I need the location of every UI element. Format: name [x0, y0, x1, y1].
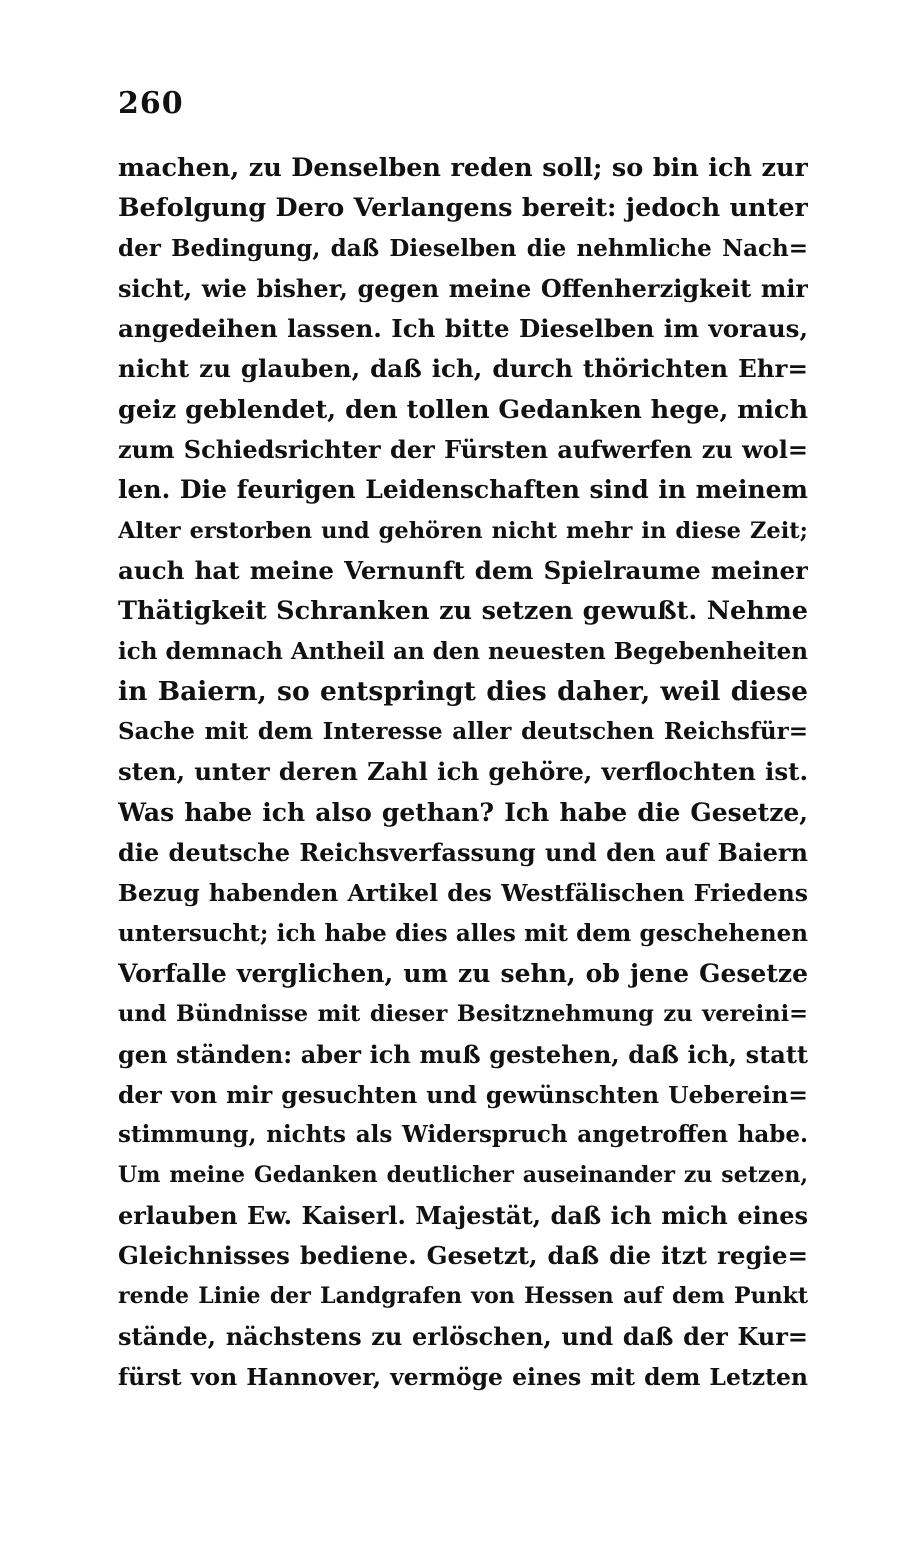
text-line: Vorfalle verglichen, um zu sehn, ob jene Gesetze — [118, 958, 808, 988]
text-line: machen, zu Denselben reden soll; so bin ich zur — [118, 153, 808, 183]
text-line: fürst von Hannover, vermöge eines mit dem Letzten — [118, 1362, 808, 1391]
page-number: 260 — [118, 86, 184, 121]
body-text — [118, 148, 808, 1397]
text-line: len. Die feurigen Leidenschaften sind in meinem — [118, 475, 808, 505]
text-line: sten, unter deren Zahl ich gehöre, verflochten ist. — [118, 757, 808, 787]
text-line: Um meine Gedanken deutlicher auseinander zu setzen, — [118, 1162, 808, 1189]
text-line: untersucht; ich habe dies alles mit dem geschehenen — [118, 919, 808, 947]
text-line: Alter erstorben und gehören nicht mehr in diese Zeit; — [118, 517, 808, 544]
text-line: die deutsche Reichsverfassung und den auf Baiern — [118, 838, 808, 868]
text-line: nicht zu glauben, daß ich, durch thörichten Ehr= — [118, 354, 808, 384]
text-line: auch hat meine Vernunft dem Spielraume meiner — [118, 555, 808, 585]
text-line: stimmung, nichts als Widerspruch angetroffen habe. — [118, 1121, 808, 1149]
text-line: gen ständen: aber ich muß gestehen, daß ich, statt — [118, 1039, 808, 1069]
text-line: sicht, wie bisher, gegen meine Offenherzigkeit mir — [118, 273, 808, 303]
text-line: Gleichnisses bediene. Gesetzt, daß die itzt regie= — [118, 1241, 808, 1271]
text-line: Sache mit dem Interesse aller deutschen Reichsfür= — [118, 718, 808, 746]
text-line: Befolgung Dero Verlangens bereit: jedoch unter — [118, 193, 808, 224]
text-line: Bezug habenden Artikel des Westfälischen Friedens — [118, 879, 808, 908]
text-line: geiz geblendet, den tollen Gedanken hege, mich — [118, 394, 808, 425]
text-line: erlauben Ew. Kaiserl. Majestät, daß ich mich eines — [118, 1200, 808, 1230]
text-line: angedeihen lassen. Ich bitte Dieselben im voraus, — [118, 314, 808, 344]
text-line: Thätigkeit Schranken zu setzen gewußt. Nehme — [118, 596, 808, 627]
text-line: und Bündnisse mit dieser Besitznehmung zu vereini= — [118, 1001, 808, 1028]
text-line: in Baiern, so entspringt dies daher, weil diese — [118, 675, 808, 707]
text-line: der von mir gesuchten und gewünschten Ueberein= — [118, 1080, 808, 1109]
text-line: rende Linie der Landgrafen von Hessen auf dem Punkt — [118, 1283, 808, 1310]
text-line: stände, nächstens zu erlöschen, und daß der Kur= — [118, 1321, 808, 1351]
text-line: zum Schiedsrichter der Fürsten aufwerfen zu wol= — [118, 435, 808, 465]
text-line: der Bedingung, daß Dieselben die nehmliche Nach= — [118, 234, 808, 262]
text-line: Was habe ich also gethan? Ich habe die Gesetze, — [118, 797, 808, 827]
text-line: ich demnach Antheil an den neuesten Begebenheiten — [118, 637, 808, 665]
